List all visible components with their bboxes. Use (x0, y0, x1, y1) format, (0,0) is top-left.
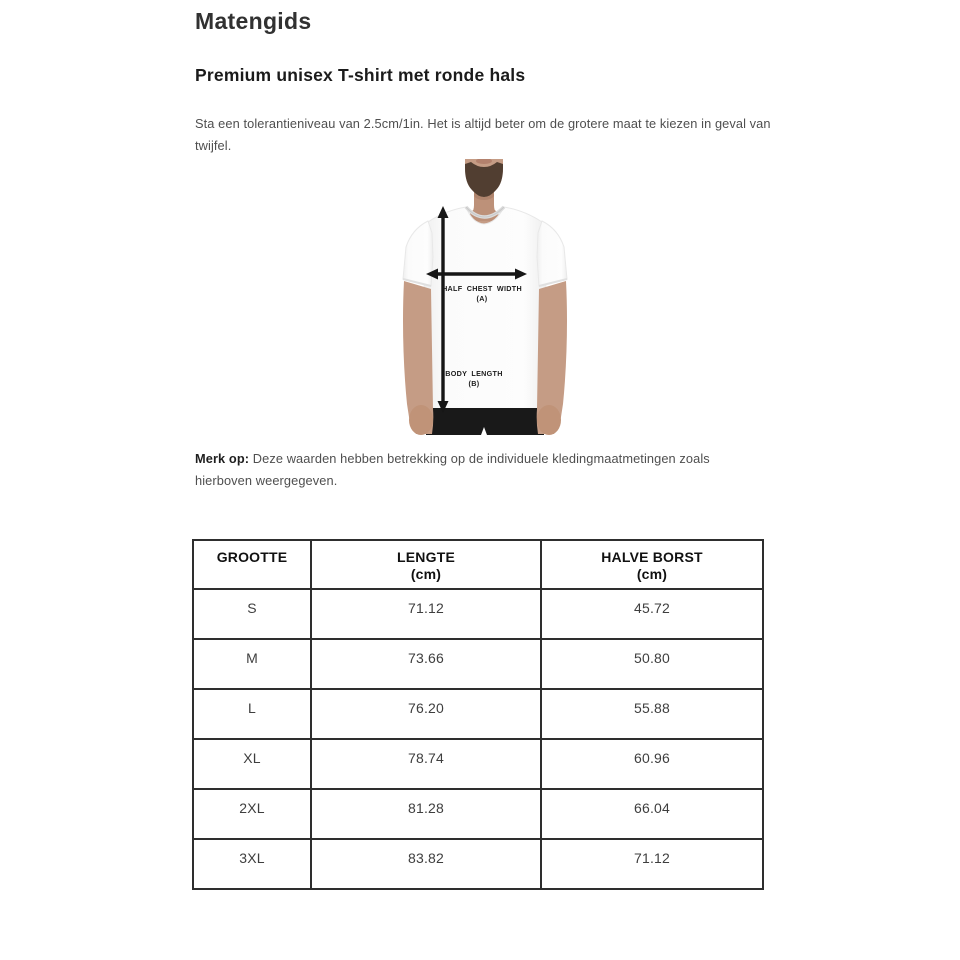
size-table (192, 539, 764, 890)
tolerance-note: Sta een tolerantieniveau van 2.5cm/1in. Het is altijd beter om de grotere maat te kiezen in geval van twijfel. (195, 116, 771, 153)
cell-length: 83.82 (311, 839, 541, 889)
cell-size: 3XL (193, 839, 311, 889)
page-title: Matengids (195, 8, 312, 34)
cell-length: 76.20 (311, 689, 541, 739)
note-body: Deze waarden hebben betrekking op de individuele kledingmaatmetingen zoals hierboven weergegeven. (195, 451, 710, 488)
cell-size: 2XL (193, 789, 311, 839)
table-row (193, 839, 763, 889)
cell-size: S (193, 589, 311, 639)
size-guide-page (195, 8, 795, 890)
cell-half-chest: 55.88 (541, 689, 763, 739)
table-row (193, 689, 763, 739)
cell-length: 81.28 (311, 789, 541, 839)
cell-size: L (193, 689, 311, 739)
note-text (195, 448, 740, 492)
hand-left (409, 405, 433, 435)
size-table-header-row (193, 540, 763, 589)
table-row (193, 789, 763, 839)
cell-length: 73.66 (311, 639, 541, 689)
cell-half-chest: 60.96 (541, 739, 763, 789)
table-row (193, 639, 763, 689)
table-row (193, 589, 763, 639)
note-label: Merk op: (195, 451, 250, 466)
cell-size: M (193, 639, 311, 689)
tshirt-sleeve-right (537, 221, 567, 286)
half-chest-letter: (A) (476, 294, 488, 303)
column-header-size: GROOTTE (193, 540, 311, 589)
beard (465, 162, 503, 197)
cell-half-chest: 50.80 (541, 639, 763, 689)
table-row (193, 739, 763, 789)
tshirt-measurement-illustration (378, 159, 593, 435)
column-header-length: LENGTE (cm) (311, 540, 541, 589)
product-name: Premium unisex T-shirt met ronde hals (195, 65, 526, 85)
cell-length: 78.74 (311, 739, 541, 789)
tshirt-sleeve-left (403, 221, 433, 286)
hand-right (537, 405, 561, 435)
cell-half-chest: 71.12 (541, 839, 763, 889)
cell-length: 71.12 (311, 589, 541, 639)
size-guide-figure (378, 159, 593, 435)
cell-size: XL (193, 739, 311, 789)
cell-half-chest: 45.72 (541, 589, 763, 639)
body-length-label: BODY LENGTH (445, 369, 503, 378)
cell-half-chest: 66.04 (541, 789, 763, 839)
body-length-letter: (B) (468, 379, 480, 388)
column-header-half-chest: HALVE BORST (cm) (541, 540, 763, 589)
half-chest-label: HALF CHEST WIDTH (442, 284, 522, 293)
